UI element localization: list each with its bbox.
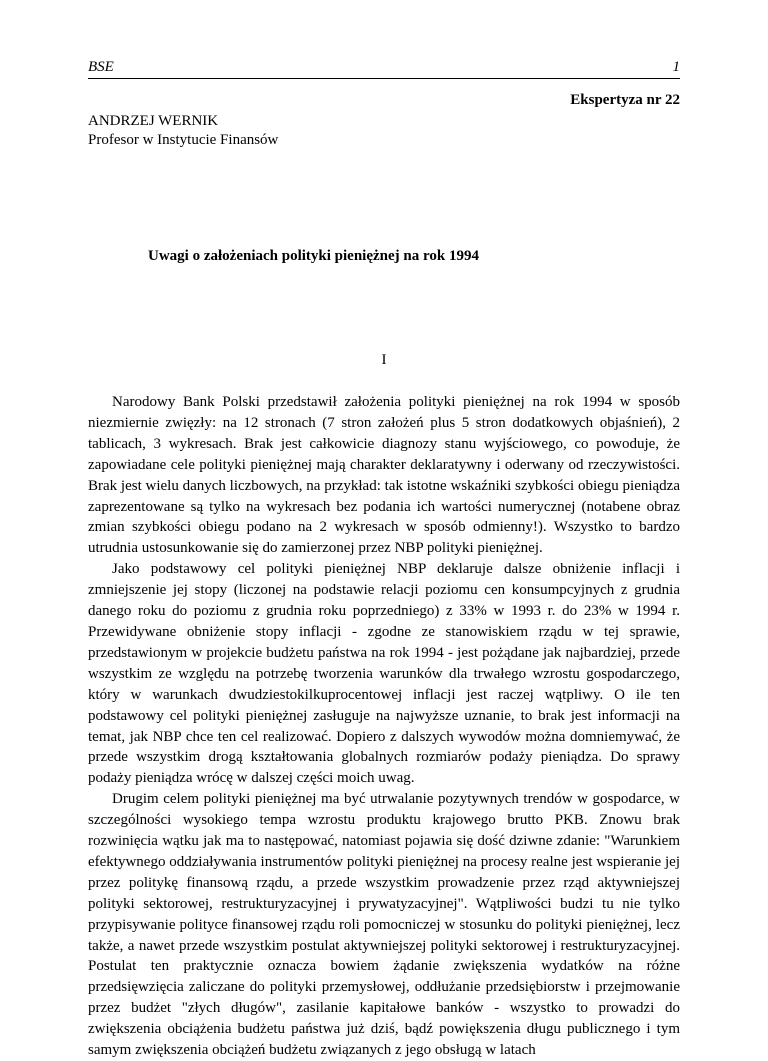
header-journal: BSE [88,59,114,75]
header-page-number: 1 [672,59,680,75]
running-header [88,58,680,79]
document-title: Uwagi o założeniach polityki pieniężnej na rok 1994 [148,248,479,264]
author-block [88,112,278,150]
author-position: Profesor w Instytucie Finansów [88,132,279,148]
ekspertyza-label: Ekspertyza nr 22 [570,92,680,108]
paragraph: Jako podstawowy cel polityki pieniężnej NBP deklaruje dalsze obniżenie inflacji i zmniejszenie jej stopy (liczonej na podstawie relacji poziomu cen konsumpcyjnych z grudnia danego roku do poziomu z grudnia roku poprzedniego) z 33% w 1993 r. do 23% w 1994 r. Przewidywane obniżenie stopy inflacji - zgodne ze stanowiskiem rządu w tej sprawie, przedstawionym w projekcie budżetu państwa na rok 1994 - jest pożądane jak najbardziej, przede wszystkim ze względu na potrzebę tworzenia warunków dla trwałego wzrostu gospodarczego, który w warunkach dwudziestokilkuprocentowej inflacji jest raczej wątpliwy. O ile ten podstawowy cel polityki pieniężnej zasługuje na najwyższe uznanie, to brak jest informacji na temat, jak NBP chce ten cel realizować. Dopiero z dalszych wywodów można domniemywać, że przede wszystkim drogą kształtowania globalnych rozmiarów podaży pieniądza. Do sprawy podaży pieniądza wrócę w dalszej części moich uwag. [88,561,680,787]
document-page [88,0,680,1059]
author-name: ANDRZEJ WERNIK [88,113,219,129]
body-text [88,392,680,1061]
paragraph: Drugim celem polityki pieniężnej ma być utrwalanie pozytywnych trendów w gospodarce, w szczególności wysokiego tempa wzrostu produktu krajowego brutto PKB. Znowu brak rozwinięcia wątku jak ma to następować, natomiast pojawia się dość dziwne zdanie: "Warunkiem efektywnego oddziaływania instrumentów polityki pieniężnej na procesy realne jest wspieranie jej przez politykę finansową rządu, a przede wszystkim prowadzenie przez rząd aktywniejszej polityki sektorowej, restrukturyzacyjnej i prywatyzacyjnej". Wątpliwości budzi tu nie tylko przypisywanie polityce finansowej rządu roli pomocniczej w stosunku do polityki pieniężnej, lecz także, a nawet przede wszystkim postulat aktywniejszej polityki sektorowej i restrukturyzacyjnej. Postulat ten praktycznie oznacza bowiem żądanie zwiększenia wydatków na różne przedsięwzięcia zaliczane do polityki przemysłowej, oddłużanie przedsiębiorstw i przejmowanie przez budżet "złych długów", zasilanie kapitałowe banków - wszystko to prowadzi do zwiększenia obciążenia budżetu państwa już dziś, bądź powiększenia długu publicznego i tym samym zwiększenia obciążeń budżetu związanych z jego obsługą w latach [88,791,680,1059]
paragraph: Narodowy Bank Polski przedstawił założenia polityki pieniężnej na rok 1994 w sposób niezmiernie zwięzły: na 12 stronach (7 stron założeń plus 5 stron dodatkowych objaśnień), 2 tablicach, 3 wykresach. Brak jest całkowicie diagnozy stanu wyjściowego, co powoduje, że zapowiadane cele polityki pieniężnej mają charakter deklaratywny i oderwany od rzeczywistości. Brak jest wielu danych liczbowych, na przykład: tak istotne wskaźniki szybkości obiegu pieniądza zaprezentowane są tylko na wykresach bez podania ich wartości numerycznej (notabene obraz zmian szybkości obiegu podano na 2 wykresach w sposób odmienny!). Wszystko to bardzo utrudnia ustosunkowanie się do zamierzonej przez NBP polityki pieniężnej. [88,394,680,557]
section-number: I [381,352,387,368]
